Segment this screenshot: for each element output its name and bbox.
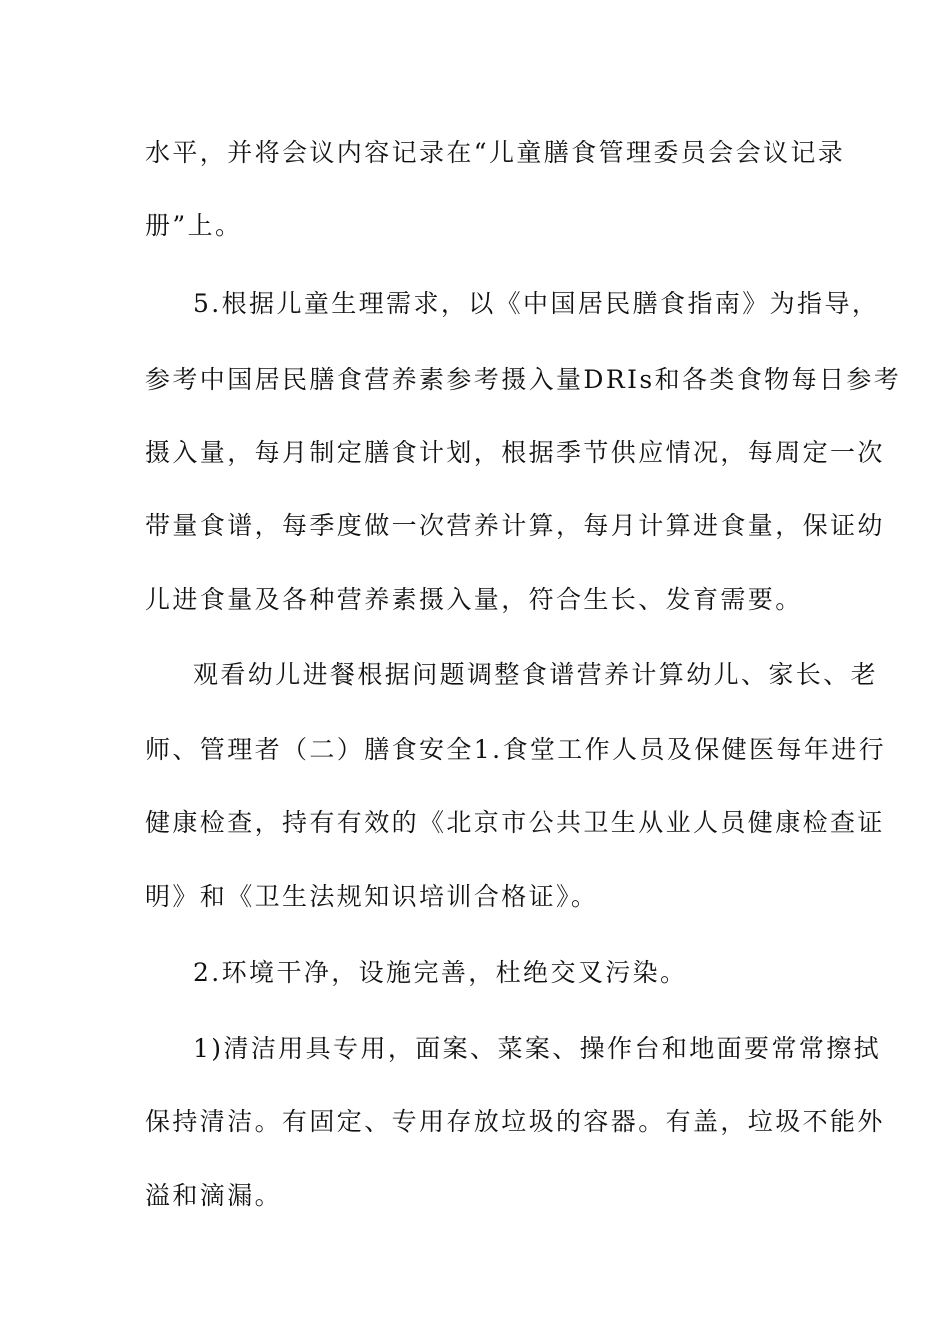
paragraph-start-line: 2.环境干净，设施完善，杜绝交叉污染。 <box>193 958 688 987</box>
text-line: 健康检查，持有有效的《北京市公共卫生从业人员健康检查证 <box>145 808 885 837</box>
text-line: 水平，并将会议内容记录在“儿童膳食管理委员会会议记录 <box>145 138 846 167</box>
text-line: 册”上。 <box>145 211 243 240</box>
text-line: 儿进食量及各种营养素摄入量，符合生长、发育需要。 <box>145 585 803 614</box>
text-line: 摄入量，每月制定膳食计划，根据季节供应情况，每周定一次 <box>145 438 885 467</box>
text-line: 溢和滴漏。 <box>145 1181 283 1210</box>
text-line: 保持清洁。有固定、专用存放垃圾的容器。有盖，垃圾不能外 <box>145 1107 885 1136</box>
text-line: 参考中国居民膳食营养素参考摄入量DRIs和各类食物每日参考 <box>145 365 902 394</box>
text-line: 带量食谱，每季度做一次营养计算，每月计算进食量，保证幼 <box>145 511 885 540</box>
text-line: 师、管理者（二）膳食安全1.食堂工作人员及保健医每年进行 <box>145 735 887 764</box>
paragraph-start-line: 观看幼儿进餐根据问题调整食谱营养计算幼儿、家长、老 <box>193 660 879 689</box>
paragraph-start-line: 5.根据儿童生理需求，以《中国居民膳食指南》为指导， <box>193 289 880 318</box>
text-line: 明》和《卫生法规知识培训合格证》。 <box>145 882 599 911</box>
paragraph-start-line: 1)清洁用具专用，面案、菜案、操作台和地面要常常擦拭 <box>193 1034 882 1063</box>
